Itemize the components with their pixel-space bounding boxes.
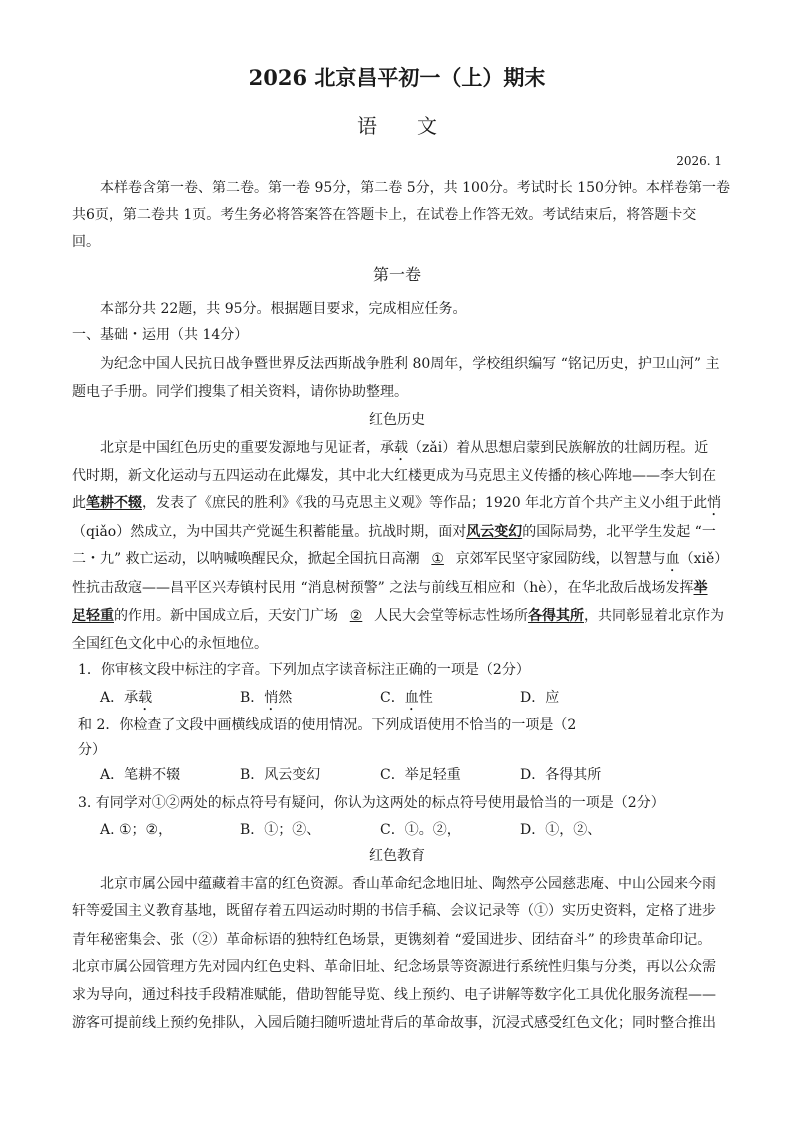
question-2-options <box>100 767 660 783</box>
subject-title: 语文 <box>357 114 477 138</box>
option-c: C．举足轻重 <box>380 767 461 783</box>
question-1-options <box>100 690 660 714</box>
intro-line-1: 本样卷含第一卷、第二卷。第一卷 95分，第二卷 5分，共 100分。考试时长 150分钟。本样卷第一卷 <box>100 180 730 196</box>
question-3-options <box>100 822 660 838</box>
blank-2: ② <box>349 608 363 624</box>
question-2-stem-cont: 分） <box>78 742 106 758</box>
passage-line-5: 二・九” 救亡运动，以呐喊唤醒民众，掀起全国抗日高潮 ① 京郊军民坚守家园防线，以智慧与血（xiě） <box>72 551 729 567</box>
education-line-4: 北京市属公园管理方先对园内红色史料、革命旧址、纪念场景等资源进行系统性归集与分类，再以公众需 <box>72 959 716 975</box>
option-c: C．血性 <box>380 690 433 706</box>
option-c: C．①。②， <box>380 822 461 838</box>
idiom-underlined: 笔耕不辍 <box>86 495 142 511</box>
section-lead-1: 为纪念中国人民抗日战争暨世界反法西斯战争胜利 80周年，学校组织编写 “铭记历史，护卫山河” 主 <box>100 356 720 372</box>
option-d: D．应 <box>520 690 560 706</box>
education-line-5: 求为导向，通过科技手段精准赋能，借助智能导览、线上预约、电子讲解等数字化工具优化服务流程—— <box>72 987 716 1003</box>
option-d: D．①，②、 <box>520 822 602 838</box>
passage-line-2: 代时期，新文化运动与五四运动在此爆发，其中北大红楼更成为马克思主义传播的核心阵地——李大钊在 <box>72 468 716 484</box>
passage-line-1: 北京是中国红色历史的重要发源地与见证者，承载（zǎi）着从思想启蒙到民族解放的壮阔历程。近 <box>100 440 709 456</box>
intro-line-3: 回。 <box>72 234 100 250</box>
volume-desc: 本部分共 22题，共 95分。根据题目要求，完成相应任务。 <box>100 301 467 317</box>
passage-line-3: 此笔耕不辍，发表了《庶民的胜利》《我的马克思主义观》等作品；1920 年北方首个共产主义小组于此悄 <box>72 495 722 511</box>
part-heading-education: 红色教育 <box>369 848 425 864</box>
passage-line-7: 足轻重的作用。新中国成立后，天安门广场 ② 人民大会堂等标志性场所各得其所，共同彰显着北京作为 <box>72 608 724 624</box>
option-a: A．承载 <box>100 690 153 706</box>
option-d: D．各得其所 <box>520 767 602 783</box>
education-line-6: 游客可提前线上预约免排队，入园后随扫随听遗址背后的革命故事，沉浸式感受红色文化；同时整合推出 <box>72 1015 716 1031</box>
question-1-stem: 1．你审核文段中标注的字音。下列加点字读音标注正确的一项是（2分） <box>78 662 530 678</box>
question-3-stem: 3. 有同学对①②两处的标点符号有疑问，你认为这两处的标点符号使用最恰当的一项是（2分） <box>78 795 665 811</box>
idiom-underlined: 风云变幻 <box>466 524 523 540</box>
option-b: B．①；②、 <box>240 822 321 838</box>
passage-line-8: 全国红色文化中心的永恒地位。 <box>72 636 268 652</box>
section-lead-2: 题电子手册。同学们搜集了相关资料，请你协助整理。 <box>72 384 408 400</box>
volume-heading: 第一卷 <box>372 265 421 284</box>
passage-line-6: 性抗击敌寇——昌平区兴寿镇村民用 “消息树预警” 之法与前线互相应和（hè），在华北敌后战场发挥举 <box>72 580 708 596</box>
idiom-underlined: 各得其所 <box>528 608 584 624</box>
passage-line-4: （qiǎo）然成立，为中国共产党诞生积蓄能量。抗战时期，面对风云变幻的国际局势，北平学生发起 “一 <box>72 524 716 540</box>
part-heading-history: 红色历史 <box>369 412 425 428</box>
exam-title: 2026 北京昌平初一（上）期末 <box>248 65 546 90</box>
idiom-underlined: 足轻重 <box>72 608 114 624</box>
section-heading: 一、基础・运用（共 14分） <box>72 327 249 343</box>
education-line-3: 青年秘密集会、张（②）革命标语的独特红色场景，更镌刻着 “爱国进步、团结奋斗” 的珍贵革命印记。 <box>72 932 712 948</box>
idiom-underlined: 举 <box>693 580 708 596</box>
blank-1: ① <box>431 551 444 567</box>
option-b: B．风云变幻 <box>240 767 321 783</box>
exam-date: 2026. 1 <box>676 154 722 168</box>
question-2-stem: 和 2．你检查了文段中画横线成语的使用情况。下列成语使用不恰当的一项是（2 <box>78 717 577 733</box>
education-line-2: 轩等爱国主义教育基地，既留存着五四运动时期的书信手稿、会议记录等（①）实历史资料，定格了进步 <box>72 903 716 919</box>
option-b: B．悄然 <box>240 690 293 706</box>
option-a: A．笔耕不辍 <box>100 767 181 783</box>
education-line-1: 北京市属公园中蕴藏着丰富的红色资源。香山革命纪念地旧址、陶然亭公园慈悲庵、中山公园来今雨 <box>100 876 716 892</box>
option-a: A. ①；②， <box>100 822 173 838</box>
intro-line-2: 共6页，第二卷共 1页。考生务必将答案答在答题卡上，在试卷上作答无效。考试结束后，将答题卡交 <box>72 207 697 223</box>
